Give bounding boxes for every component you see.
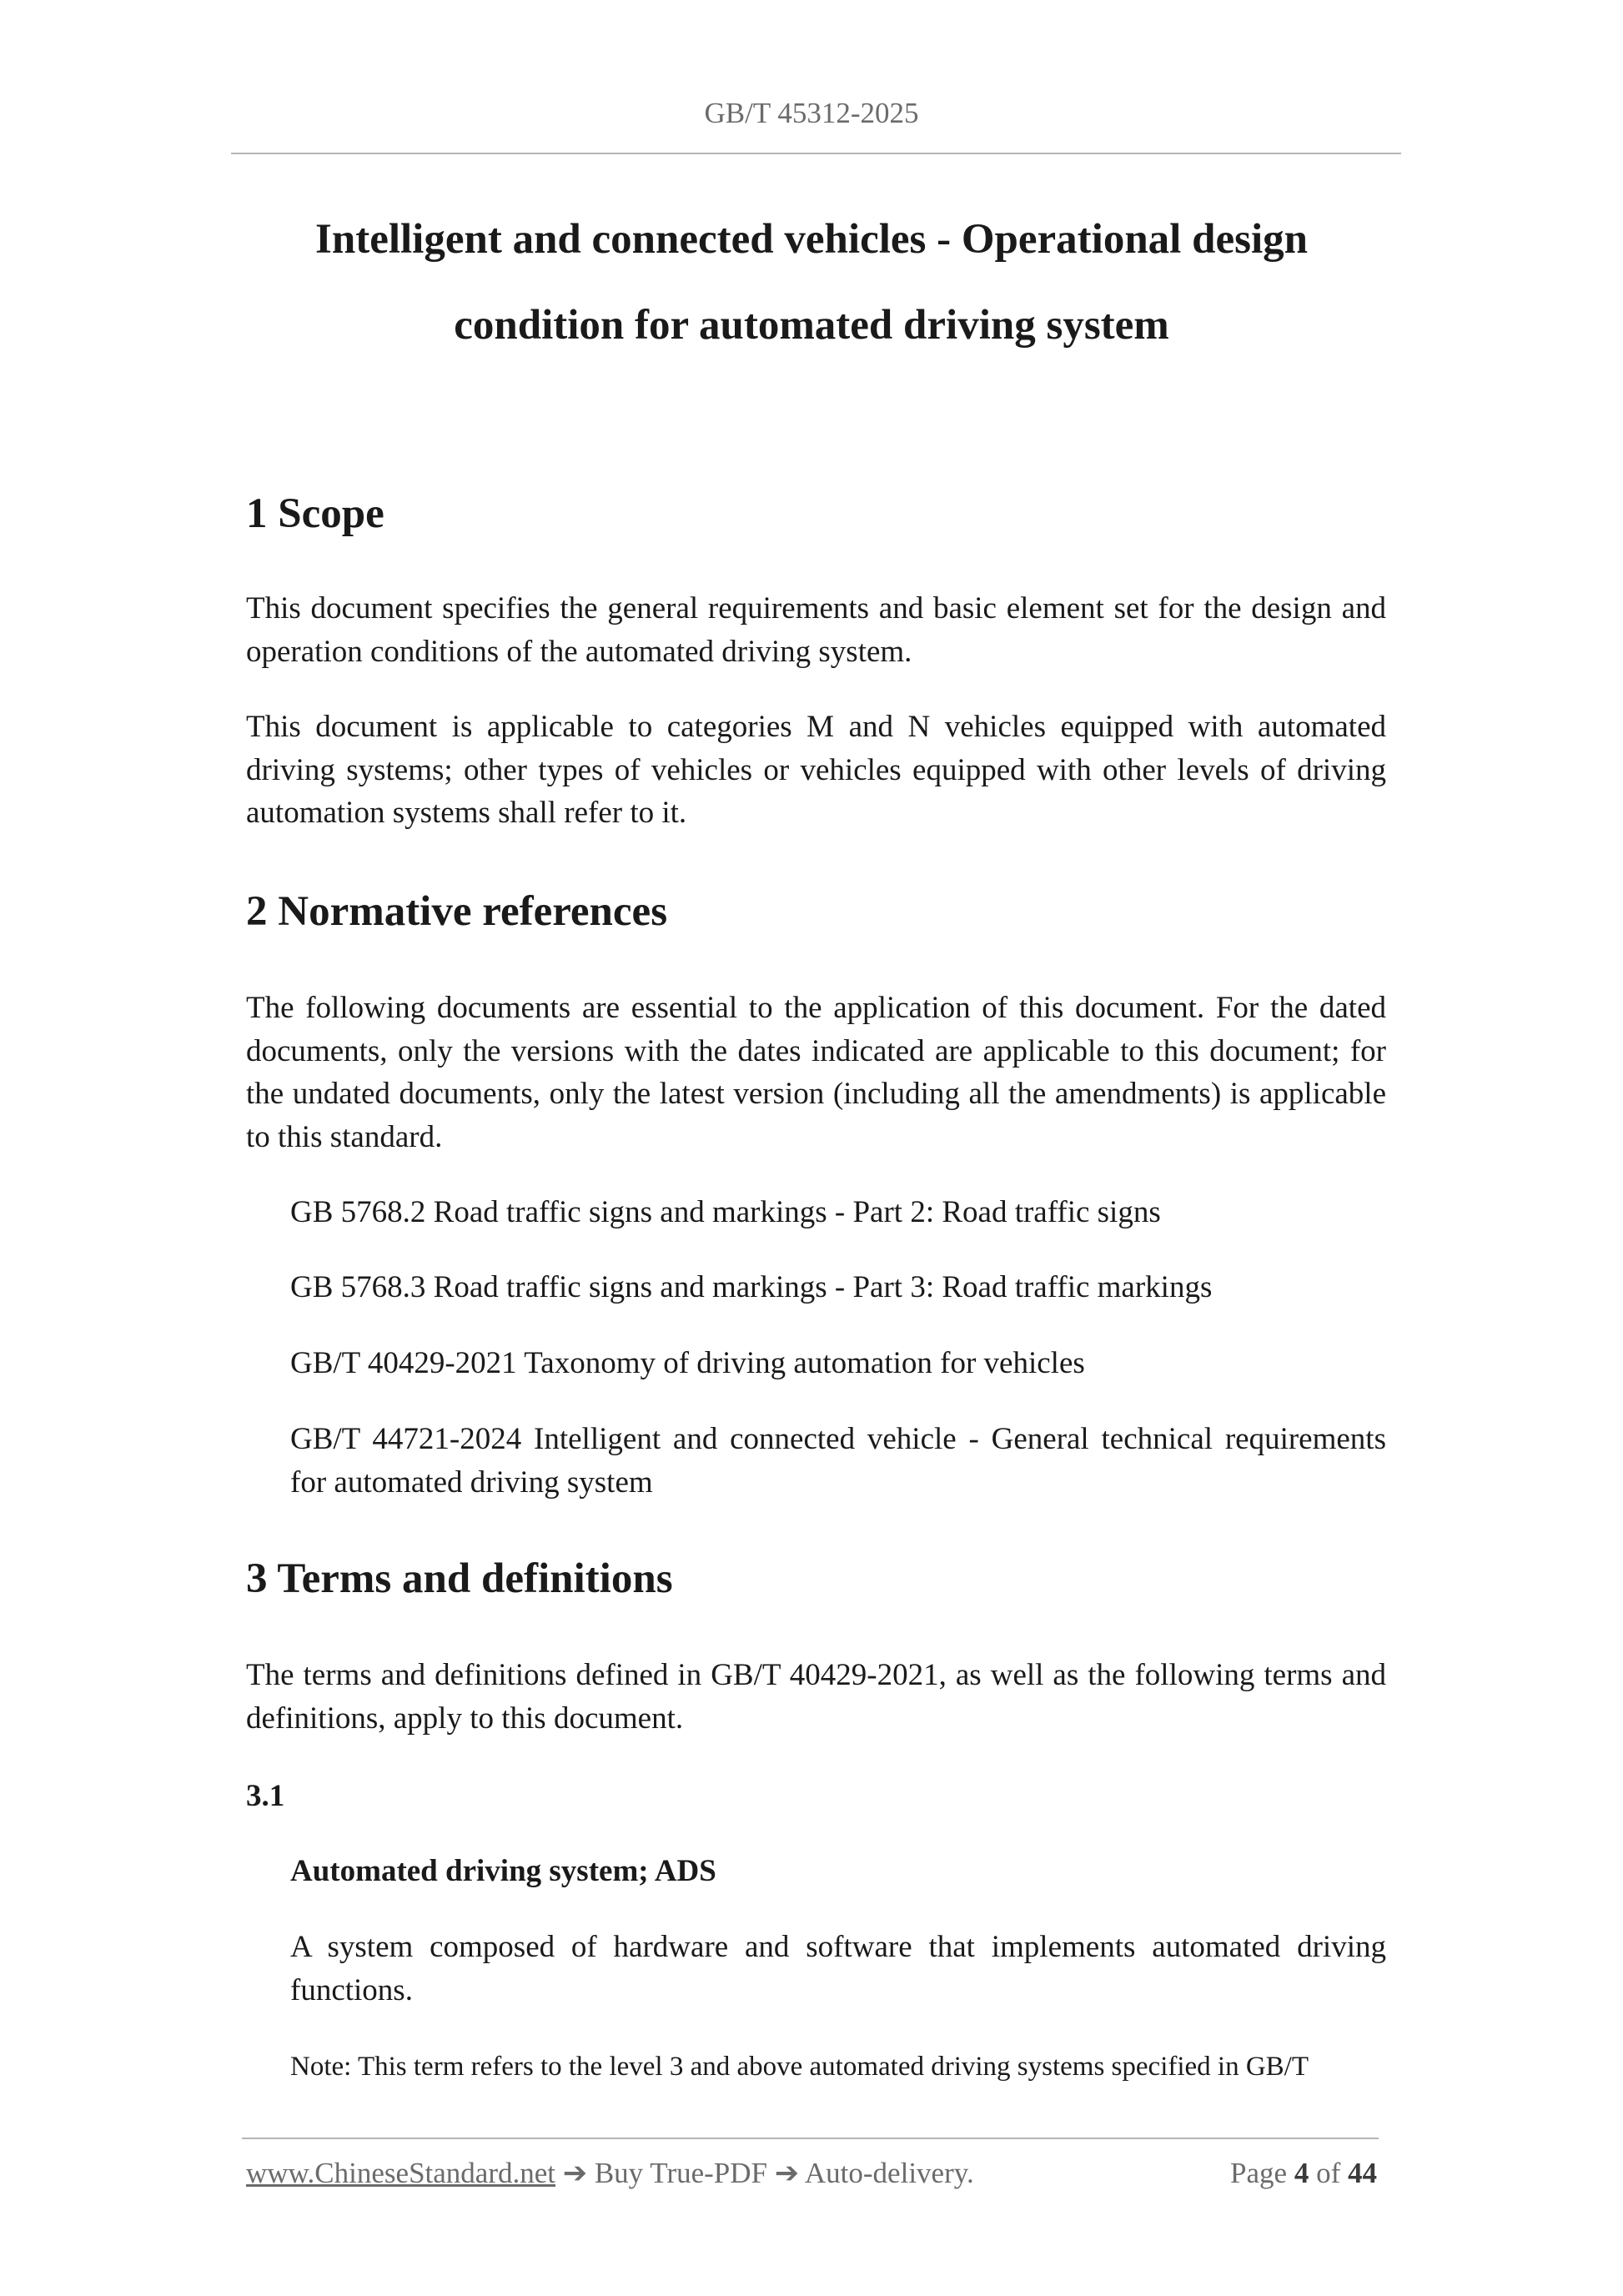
section-heading-normative-references: 2 Normative references — [246, 888, 668, 935]
arrow-right-icon: ➔ — [774, 2157, 800, 2189]
footer-divider — [242, 2138, 1379, 2139]
term-definition: A system composed of hardware and software that implements automated driving functions. — [290, 1930, 1386, 2007]
document-title-line-1: Intelligent and connected vehicles - Operational design — [315, 216, 1308, 263]
website-link[interactable]: www.ChineseStandard.net — [246, 2157, 555, 2189]
normative-references-intro: The following documents are essential to the application of this document. For the dated documents, only the versions with the dates indicated are applicable to this document; for the undated documents, only the latest version (including all the amendments) is applicable to this standard. — [246, 991, 1386, 1154]
auto-delivery-text: Auto-delivery. — [804, 2157, 974, 2189]
section-heading-scope: 1 Scope — [246, 490, 384, 537]
of-label: of — [1316, 2157, 1341, 2189]
term-name: Automated driving system; ADS — [290, 1854, 716, 1888]
reference-item: GB/T 40429-2021 Taxonomy of driving automation for vehicles — [290, 1346, 1085, 1380]
footer-promo — [246, 2157, 974, 2190]
document-title — [217, 197, 1406, 369]
scope-paragraph-2: This document is applicable to categories M and N vehicles equipped with automated driving systems; other types of vehicles or vehicles equipped with other levels of driving automation systems shall refer to it. — [246, 710, 1386, 830]
term-note: Note: This term refers to the level 3 and above automated driving systems specified in GB/T — [290, 2052, 1309, 2082]
current-page-number: 4 — [1294, 2157, 1309, 2189]
reference-item: GB 5768.3 Road traffic signs and markings - Part 3: Road traffic markings — [290, 1270, 1213, 1304]
header-standard-code: GB/T 45312-2025 — [704, 97, 919, 129]
total-page-count: 44 — [1348, 2157, 1377, 2189]
term-number: 3.1 — [246, 1779, 285, 1813]
scope-paragraph-1: This document specifies the general requirements and basic element set for the design and operation conditions of the automated driving system. — [246, 591, 1386, 669]
header-divider — [231, 153, 1401, 154]
page-indicator — [1230, 2157, 1377, 2190]
document-title-line-2: condition for automated driving system — [454, 302, 1169, 349]
page-label: Page — [1230, 2157, 1288, 2189]
section-heading-terms-and-definitions: 3 Terms and definitions — [246, 1555, 673, 1602]
terms-intro: The terms and definitions defined in GB/T 40429-2021, as well as the following terms and definitions, apply to this document. — [246, 1658, 1386, 1736]
buy-true-pdf-text: Buy True-PDF — [594, 2157, 767, 2189]
arrow-right-icon: ➔ — [562, 2157, 588, 2189]
reference-item: GB/T 44721-2024 Intelligent and connected vehicle - General technical requirements for automated driving system — [290, 1422, 1386, 1500]
reference-item: GB 5768.2 Road traffic signs and markings - Part 2: Road traffic signs — [290, 1195, 1161, 1229]
